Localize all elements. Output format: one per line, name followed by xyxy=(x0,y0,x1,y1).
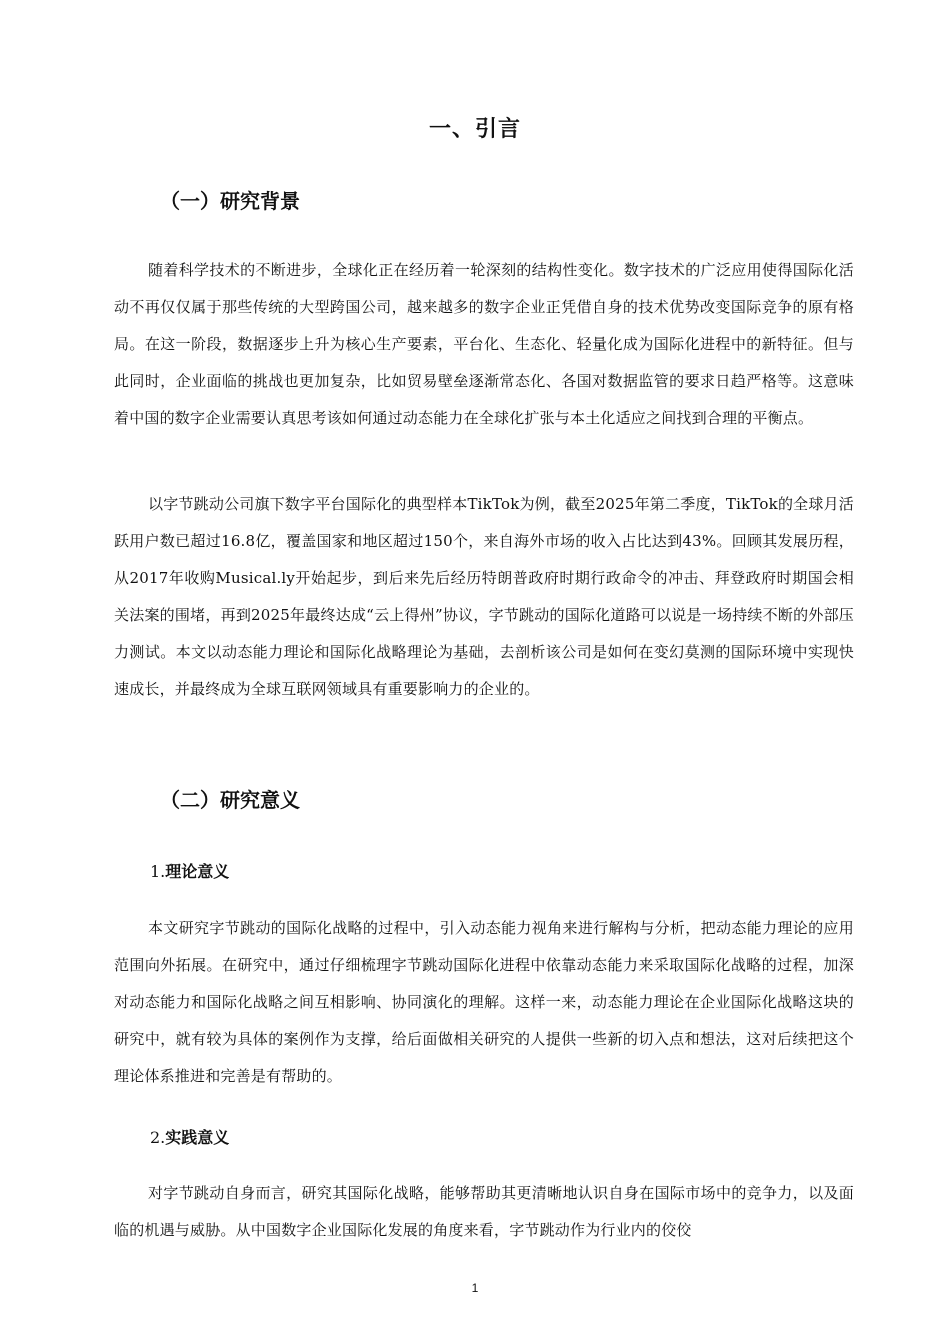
paragraph-theory: 本文研究字节跳动的国际化战略的过程中，引入动态能力视角来进行解构与分析，把动态能力理论的应用范围向外拓展。在研究中，通过仔细梳理字节跳动国际化进程中依靠动态能力来采取国际化战略的过程，加深对动态能力和国际化战略之间互相影响、协同演化的理解。这样一来，动态能力理论在企业国际化战略这块的研究中，就有较为具体的案例作为支撑，给后面做相关研究的人提供一些新的切入点和想法，这对后续把这个理论体系推进和完善是有帮助的。 xyxy=(114,919,854,1085)
subsection-title-practice xyxy=(150,1125,229,1148)
section-title-background: （一）研究背景 xyxy=(160,189,300,213)
paragraph-background-2: 以字节跳动公司旗下数字平台国际化的典型样本TikTok为例，截至2025年第二季度，TikTok的全球月活跃用户数已超过16.8亿，覆盖国家和地区超过150个，来自海外市场的收入占比达到43%。回顾其发展历程，从2017年收购Musical.ly开始起步，到后来先后经历特朗普政府时期行政命令的冲击、拜登政府时期国会相关法案的围堵，再到2025年最终达成“云上得州”协议，字节跳动的国际化道路可以说是一场持续不断的外部压力测试。本文以动态能力理论和国际化战略理论为基础，去剖析该公司是如何在变幻莫测的国际环境中实现快速成长，并最终成为全球互联网领域具有重要影响力的企业的。 xyxy=(114,495,854,698)
subsection-title-theory xyxy=(150,859,229,882)
subsection-label: 实践意义 xyxy=(165,1128,230,1147)
paragraph-practice: 对字节跳动自身而言，研究其国际化战略，能够帮助其更清晰地认识自身在国际市场中的竞争力，以及面临的机遇与威胁。从中国数字企业国际化发展的角度来看，字节跳动作为行业内的佼佼 xyxy=(114,1184,854,1239)
chapter-title: 一、引言 xyxy=(428,117,521,142)
page-number: 1 xyxy=(471,1281,479,1295)
subsection-label: 理论意义 xyxy=(165,862,230,881)
paragraph-background-1: 随着科学技术的不断进步，全球化正在经历着一轮深刻的结构性变化。数字技术的广泛应用使得国际化活动不再仅仅属于那些传统的大型跨国公司，越来越多的数字企业正凭借自身的技术优势改变国际竞争的原有格局。在这一阶段，数据逐步上升为核心生产要素，平台化、生态化、轻量化成为国际化进程中的新特征。但与此同时，企业面临的挑战也更加复杂，比如贸易壁垒逐渐常态化、各国对数据监管的要求日趋严格等。这意味着中国的数字企业需要认真思考该如何通过动态能力在全球化扩张与本土化适应之间找到合理的平衡点。 xyxy=(114,261,854,427)
section-title-significance: （二）研究意义 xyxy=(160,788,300,812)
subsection-number: 1. xyxy=(150,862,166,881)
subsection-number: 2. xyxy=(150,1128,166,1147)
